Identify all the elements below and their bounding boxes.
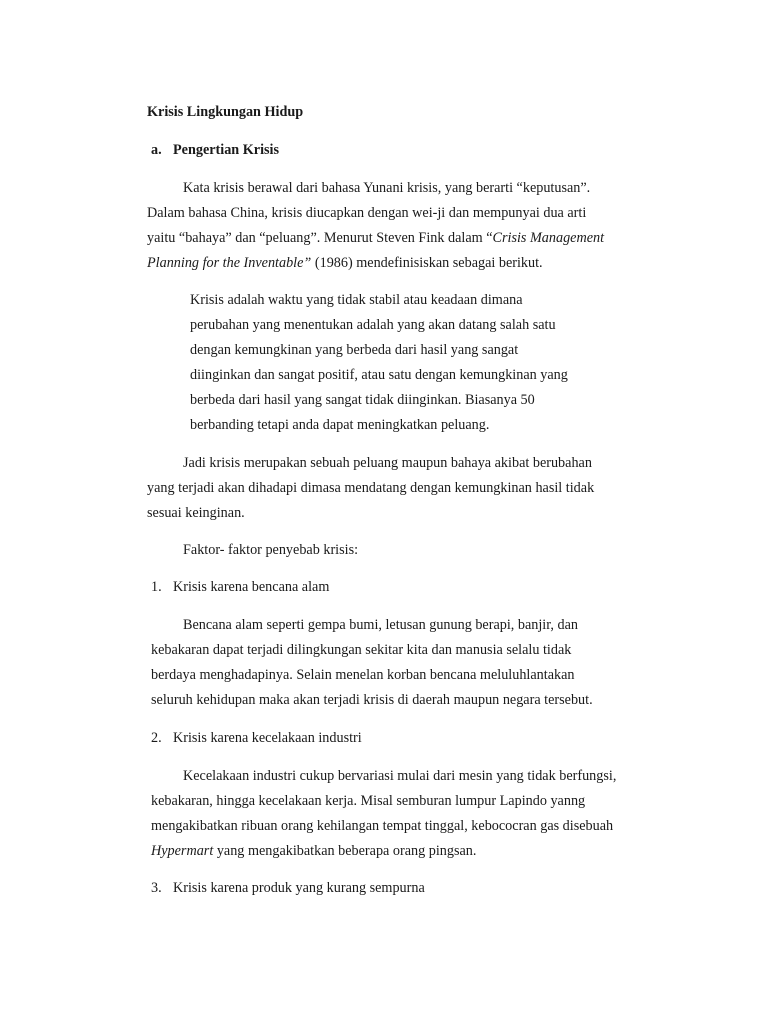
factors-intro: Faktor- faktor penyebab krisis: bbox=[183, 542, 359, 558]
para2-line3: sesuai keinginan. bbox=[147, 505, 245, 521]
para1-line3 bbox=[147, 229, 604, 247]
para1-line4 bbox=[147, 254, 543, 272]
list-item-1-number: 1. bbox=[151, 579, 162, 595]
section-a-heading: Pengertian Krisis bbox=[173, 142, 279, 158]
list-item-2-number: 2. bbox=[151, 730, 162, 746]
document-title: Krisis Lingkungan Hidup bbox=[147, 104, 304, 120]
para3-line2: kebakaran dapat terjadi dilingkungan sekitar kita dan manusia selalu tidak bbox=[151, 642, 572, 658]
section-a-marker: a. bbox=[151, 142, 162, 158]
para1-line4-text: (1986) mendefinisiskan sebagai berikut. bbox=[311, 255, 543, 271]
list-item-3-label: Krisis karena produk yang kurang sempurna bbox=[173, 880, 425, 896]
list-item-3-number: 3. bbox=[151, 880, 162, 896]
para4-line3: mengakibatkan ribuan orang kehilangan tempat tinggal, kebococran gas disebuah bbox=[151, 818, 614, 834]
para2-line2: yang terjadi akan dihadapi dimasa mendatang dengan kemungkinan hasil tidak bbox=[147, 480, 595, 496]
quote-line-4: diinginkan dan sangat positif, atau satu dengan kemungkinan yang bbox=[190, 367, 568, 383]
list-item-1-label: Krisis karena bencana alam bbox=[173, 579, 330, 595]
citation-title-part1: Crisis Management bbox=[492, 230, 605, 246]
hypermart-name: Hypermart bbox=[151, 843, 214, 859]
para1-line3-text: yaitu “bahaya” dan “peluang”. Menurut Steven Fink dalam “ bbox=[147, 230, 493, 246]
para4-line4-text: yang mengakibatkan beberapa orang pingsan. bbox=[213, 843, 477, 859]
citation-title-part2: Planning for the Inventable” bbox=[147, 255, 312, 271]
para3-line4: seluruh kehidupan maka akan terjadi krisis di daerah maupun negara tersebut. bbox=[151, 692, 593, 708]
list-item-2-label: Krisis karena kecelakaan industri bbox=[173, 730, 362, 746]
quote-line-5: berbeda dari hasil yang sangat tidak diinginkan. Biasanya 50 bbox=[190, 392, 535, 408]
para3-line3: berdaya menghadapinya. Selain menelan korban bencana meluluhlantakan bbox=[151, 667, 575, 683]
para4-line2: kebakaran, hingga kecelakaan kerja. Misal semburan lumpur Lapindo yanng bbox=[151, 793, 586, 809]
para3-line1: Bencana alam seperti gempa bumi, letusan gunung berapi, banjir, dan bbox=[183, 617, 578, 633]
para2-line1: Jadi krisis merupakan sebuah peluang maupun bahaya akibat berubahan bbox=[183, 455, 592, 471]
quote-line-2: perubahan yang menentukan adalah yang akan datang salah satu bbox=[190, 317, 556, 333]
para1-line1: Kata krisis berawal dari bahasa Yunani krisis, yang berarti “keputusan”. bbox=[183, 180, 591, 196]
quote-line-1: Krisis adalah waktu yang tidak stabil atau keadaan dimana bbox=[190, 292, 523, 308]
para4-line1: Kecelakaan industri cukup bervariasi mulai dari mesin yang tidak berfungsi, bbox=[183, 768, 617, 784]
para4-line4 bbox=[151, 842, 476, 860]
quote-line-6: berbanding tetapi anda dapat meningkatkan peluang. bbox=[190, 417, 490, 433]
para1-line2: Dalam bahasa China, krisis diucapkan dengan wei-ji dan mempunyai dua arti bbox=[147, 205, 587, 221]
quote-line-3: dengan kemungkinan yang berbeda dari hasil yang sangat bbox=[190, 342, 519, 358]
